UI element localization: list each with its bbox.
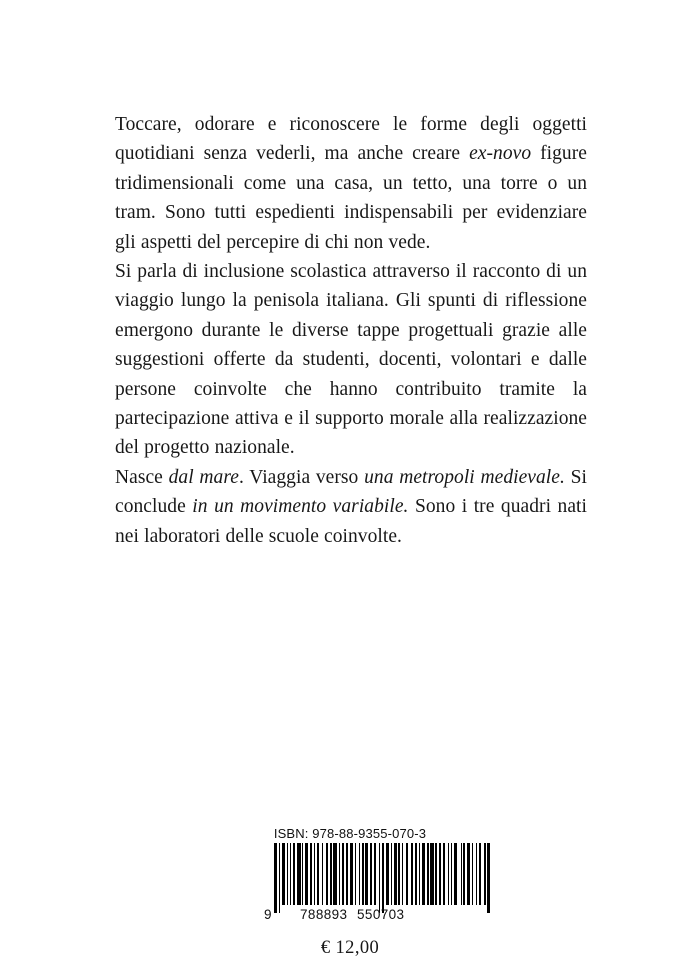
barcode-image <box>264 843 426 927</box>
blurb-p3-text-c: Si conclude <box>115 466 587 518</box>
blurb-p3-italic-metropoli: una metropoli medievale. <box>364 466 565 488</box>
blurb-paragraph-2: Si parla di inclusione scolastica attraverso il racconto di un viaggio lungo la penisola italiana. Gli spunti di riflessione emergono durante le diverse tappe progettuali grazie alle suggestioni offerte da studenti, docenti, volontari e dalle persone coinvolte che hanno contribuito tramite la partecipazione attiva e il supporto morale alla realizzazione del progetto nazionale. <box>115 261 587 459</box>
blurb-p3-text-a: Nasce <box>115 466 169 488</box>
blurb-text-block <box>115 110 587 551</box>
price-label: € 12,00 <box>320 938 380 958</box>
barcode-left-group: 788893 <box>300 907 348 922</box>
isbn-barcode-block <box>0 826 700 959</box>
blurb-p1-italic-ex-novo: ex-novo <box>469 143 532 165</box>
blurb-p3-text-b: . Viaggia verso <box>238 466 365 488</box>
barcode-bar <box>490 843 492 913</box>
blurb-p1-text-b: figure tridimensionali come una casa, un tetto, una torre o un tram. Sono tutti espedienti indispensabili per evidenziare gli aspetti del percepire di chi non vede. <box>115 143 587 253</box>
barcode-bars <box>274 843 426 913</box>
barcode-right-group: 550703 <box>357 907 405 922</box>
blurb-paragraph-1 <box>115 110 587 257</box>
blurb-p1-text-a: Toccare, odorare e riconoscere le forme degli oggetti quotidiani senza vederli, ma anche creare <box>115 114 587 165</box>
barcode-lead-digit: 9 <box>264 907 272 922</box>
blurb-p3-italic-movimento: in un movimento variabile. <box>192 496 409 518</box>
isbn-label: ISBN: 978-88-9355-070-3 <box>273 826 427 841</box>
barcode-digit-row <box>264 907 426 925</box>
blurb-paragraph-3 <box>115 463 587 551</box>
blurb-p3-text-d: Sono i tre quadri nati nei laboratori delle scuole coinvolte. <box>115 496 587 547</box>
blurb-p3-italic-dal-mare: dal mare <box>168 466 239 488</box>
